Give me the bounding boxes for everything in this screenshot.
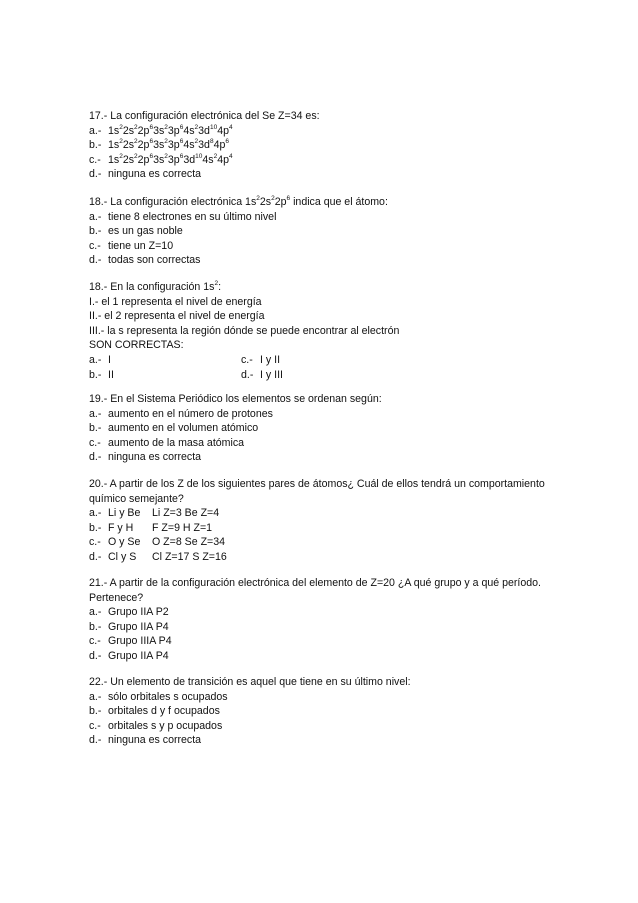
question-17-option-b xyxy=(89,138,559,153)
statement-iii: III.- la s representa la región dónde se puede encontrar al electrón xyxy=(89,324,400,337)
question-22-title: 22.- Un elemento de transición es aquel que tiene en su último nivel: xyxy=(89,676,411,688)
statement-i: I.- el 1 representa el nivel de energía xyxy=(89,295,262,308)
question-22-option-c: c.- orbitales s y p ocupados xyxy=(89,719,223,732)
question-21-option-d: d.- Grupo IIA P4 xyxy=(89,649,169,662)
formula: $1s^22s^22p^63s^23p^64s^23d^84p^6$ xyxy=(108,138,229,152)
question-19-option-b: b.- aumento en el volumen atómico xyxy=(89,422,259,435)
question-18-statements xyxy=(89,280,559,382)
question-22-option-b: b.- orbitales d y f ocupados xyxy=(89,705,220,718)
option-text: ninguna es correcta xyxy=(108,168,202,181)
question-21-option-c: c.- Grupo IIIA P4 xyxy=(89,635,172,648)
question-18-option-b: b.- es un gas noble xyxy=(89,225,183,238)
question-17-option-d xyxy=(89,167,559,182)
question-20 xyxy=(89,477,559,565)
question-19-option-d: d.- ninguna es correcta xyxy=(89,451,202,464)
question-18-configuration xyxy=(89,195,559,268)
question-20-option-b: b.- F y H F Z=9 H Z=1 xyxy=(89,521,213,534)
question-22-option-d: d.- ninguna es correcta xyxy=(89,734,202,747)
option-letter: c.- xyxy=(89,153,101,166)
question-19 xyxy=(89,392,559,465)
question-21-option-a: a.- Grupo IIA P2 xyxy=(89,606,169,619)
question-20-title-line-1: 20.- A partir de los Z de los siguientes pares de átomos¿ Cuál de ellos tendrá un comportamiento xyxy=(89,478,545,490)
question-18b-options-row-2: b.- II d.- I y III xyxy=(89,368,283,381)
question-17-title: 17.- La configuración electrónica del Se Z=34 es: xyxy=(89,110,320,122)
question-20-option-d: d.- Cl y S Cl Z=17 S Z=16 xyxy=(89,550,227,563)
question-17 xyxy=(89,109,559,182)
option-letter: b.- xyxy=(89,139,102,152)
question-21 xyxy=(89,576,559,664)
question-18b-title: 18.- En la configuración $1s^2$: xyxy=(89,280,222,293)
question-18-option-a: a.- tiene 8 electrones en su último nivel xyxy=(89,210,277,223)
question-18b-options-row-1: a.- I c.- I y II xyxy=(89,353,281,366)
question-19-option-c: c.- aumento de la masa atómica xyxy=(89,436,245,449)
question-21-title-line-2: Pertenece? xyxy=(89,591,144,604)
question-17-option-c xyxy=(89,153,559,168)
question-18-title: 18.- La configuración electrónica $1s^22s^22p^6$ indica que el átomo: xyxy=(89,195,388,208)
question-22-option-a: a.- sólo orbitales s ocupados xyxy=(89,690,228,703)
question-17-option-a xyxy=(89,124,559,139)
statement-ii: II.- el 2 representa el nivel de energía xyxy=(89,310,265,323)
question-20-option-c: c.- O y Se O Z=8 Se Z=34 xyxy=(89,536,226,549)
question-20-option-a: a.- Li y Be Li Z=3 Be Z=4 xyxy=(89,507,220,520)
question-19-option-a: a.- aumento en el número de protones xyxy=(89,407,273,420)
question-20-title-line-2: químico semejante? xyxy=(89,492,184,505)
option-letter: d.- xyxy=(89,168,102,181)
question-18-option-c: c.- tiene un Z=10 xyxy=(89,239,174,252)
correct-label: SON CORRECTAS: xyxy=(89,339,184,352)
formula: $1s^22s^22p^63s^23p^64s^23d^{10}4p^4$ xyxy=(108,123,233,137)
question-22 xyxy=(89,675,559,748)
question-19-title: 19.- En el Sistema Periódico los elementos se ordenan según: xyxy=(89,393,382,405)
formula: $1s^22s^22p^63s^23p^63d^{10}4s^24p^4$ xyxy=(108,152,233,166)
question-18-option-d: d.- todas son correctas xyxy=(89,254,201,267)
option-letter: a.- xyxy=(89,124,102,137)
question-21-option-b: b.- Grupo IIA P4 xyxy=(89,620,169,633)
question-21-title-line-1: 21.- A partir de la configuración electrónica del elemento de Z=20 ¿A qué grupo y a qué período. xyxy=(89,577,541,589)
